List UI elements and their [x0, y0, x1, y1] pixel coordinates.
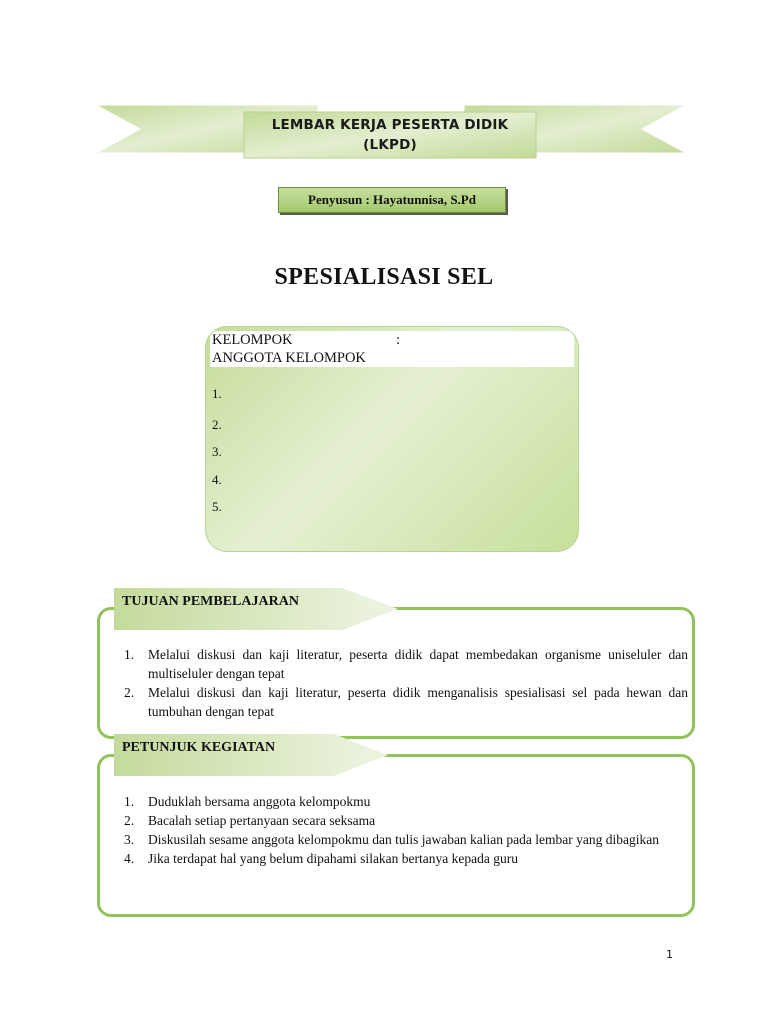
member-line-3: 3. [212, 444, 222, 459]
kelompok-label: KELOMPOK [212, 332, 293, 348]
list-item: 3. Diskusilah sesame anggota kelompokmu dan tulis jawaban kalian pada lembar yang dibagikan [124, 832, 659, 847]
member-line-2: 2. [212, 417, 222, 432]
page-title: SPESIALISASI SEL [274, 264, 494, 290]
petunjuk-title: PETUNJUK KEGIATAN [122, 740, 276, 755]
list-item: 2. Bacalah setiap pertanyaan secara seksama [124, 813, 376, 828]
member-line-4: 4. [212, 472, 222, 487]
group-info-box [205, 326, 579, 552]
list-item: 2. Melalui diskusi dan kaji literatur, peserta didik menganalisis spesialisasi sel pada hewan dan tumbuhan dengan tepat [124, 685, 688, 719]
member-line-5: 5. [212, 499, 222, 514]
tujuan-list [118, 645, 688, 721]
page-number: 1 [666, 948, 673, 961]
tujuan-title: TUJUAN PEMBELAJARAN [122, 594, 299, 609]
list-item: 1. Duduklah bersama anggota kelompokmu [124, 794, 371, 809]
list-item: 4. Jika terdapat hal yang belum dipahami silakan bertanya kepada guru [124, 851, 518, 866]
banner-line-1: LEMBAR KERJA PESERTA DIDIK [271, 117, 509, 133]
author-label: Penyusun : Hayatunnisa, S.Pd [278, 187, 506, 213]
banner-line-2: (LKPD) [363, 137, 417, 153]
member-line-1: 1. [212, 386, 222, 401]
kelompok-colon: : [396, 332, 401, 348]
petunjuk-section [97, 754, 695, 917]
list-item: 1. Melalui diskusi dan kaji literatur, peserta didik dapat membedakan organisme uniseluler dan multiseluler dengan tepat [124, 647, 688, 681]
worksheet-title [244, 112, 536, 158]
petunjuk-list [118, 792, 688, 868]
anggota-label: ANGGOTA KELOMPOK [212, 350, 366, 366]
